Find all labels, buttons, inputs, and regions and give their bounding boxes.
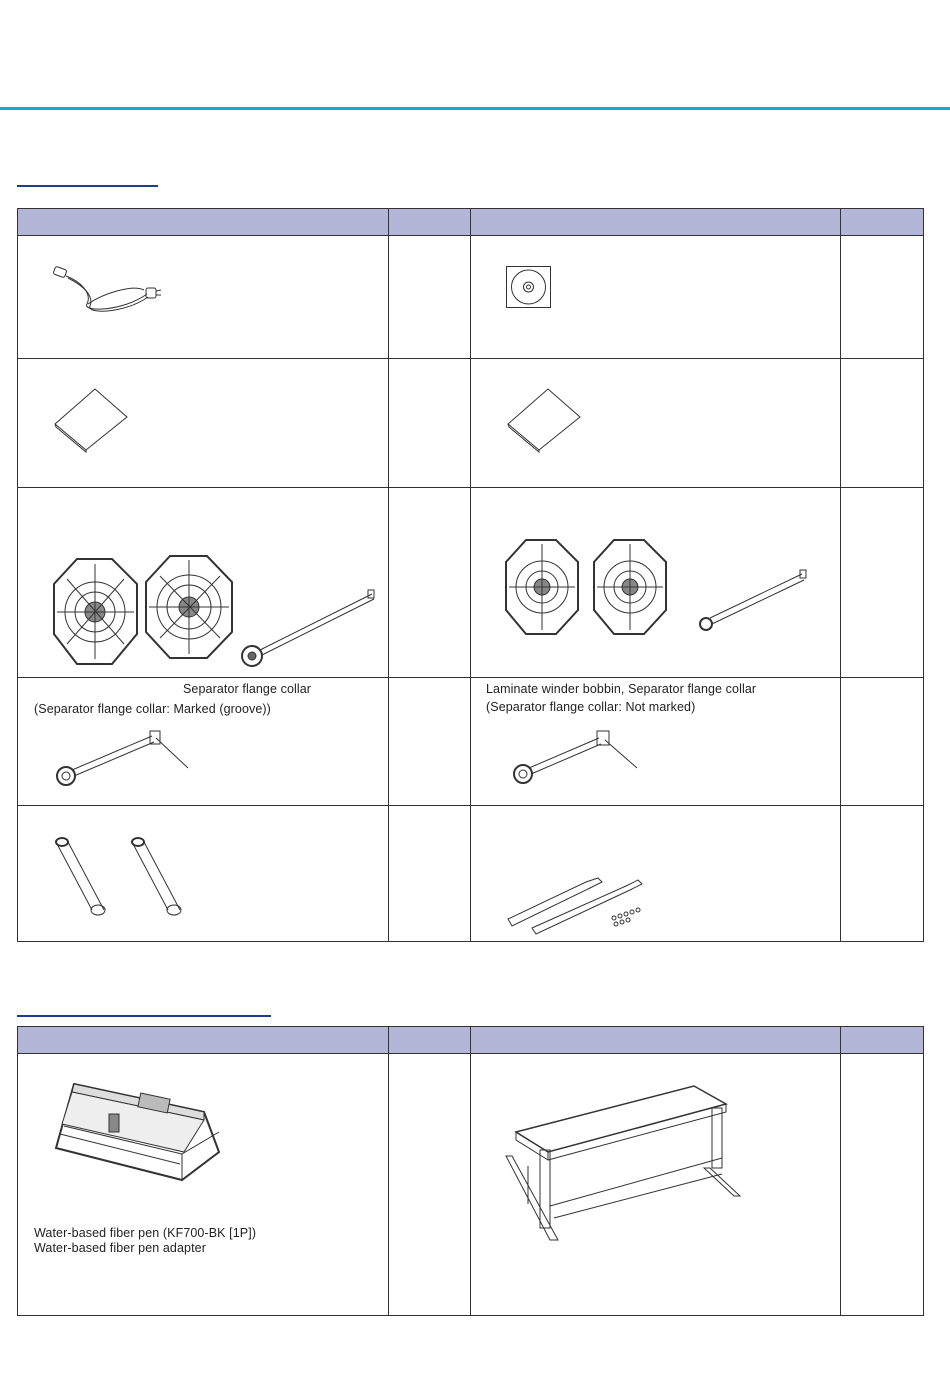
- section-2-underline: [17, 1015, 271, 1017]
- cell-brackets: [471, 806, 841, 942]
- qty-power-cord: [389, 236, 471, 359]
- cell-cutting-plotter: [18, 1054, 389, 1316]
- cell-flange-set-right: [471, 488, 841, 678]
- screws-icon: [612, 908, 640, 926]
- cell-stand: [471, 1054, 841, 1316]
- table-row: [18, 236, 924, 359]
- qty-cd-rom: [841, 236, 924, 359]
- header-qty-right: [841, 209, 924, 236]
- qty-cutting-plotter: [389, 1054, 471, 1316]
- header-item-right: [471, 209, 841, 236]
- qty-stand: [841, 1054, 924, 1316]
- accessories-table-2: [17, 1026, 924, 1316]
- qty-flange-set-left: [389, 488, 471, 678]
- header-item-left: [18, 209, 389, 236]
- flange-1: [506, 540, 578, 634]
- cell-separator-collar-right: [471, 678, 841, 806]
- manual-sheet-icon: [506, 387, 581, 452]
- cell-rollers: [18, 806, 389, 942]
- table-row: [18, 359, 924, 488]
- flange-1: [54, 559, 137, 664]
- cell-separator-collar-left: [18, 678, 389, 806]
- cell-manual-right: [471, 359, 841, 488]
- roller-1: [56, 838, 105, 915]
- header-item-left: [18, 1027, 389, 1054]
- caption-separator-marked: (Separator flange collar: Marked (groove)): [34, 702, 271, 716]
- qty-brackets: [841, 806, 924, 942]
- top-rule: [0, 107, 950, 110]
- shaft: [700, 570, 806, 630]
- table-row: [18, 1054, 924, 1316]
- caption-separator-collar-left: Separator flange collar: [183, 682, 312, 696]
- cutting-plotter-icon: [54, 1082, 224, 1182]
- qty-flange-set-right: [841, 488, 924, 678]
- accessories-table-1: [17, 208, 924, 942]
- cell-flange-set-left: [18, 488, 389, 678]
- caption-winder-bobbin: Laminate winder bobbin, Separator flange collar: [486, 682, 757, 696]
- manual-sheet-icon: [53, 387, 128, 452]
- qty-separator-collar-left: [389, 678, 471, 806]
- qty-rollers: [389, 806, 471, 942]
- header-qty-left: [389, 1027, 471, 1054]
- header-qty-left: [389, 209, 471, 236]
- bracket-screw-set-icon: [506, 874, 661, 934]
- qty-separator-collar-right: [841, 678, 924, 806]
- separator-collar-marked-icon: [52, 728, 192, 788]
- flange-2: [146, 556, 232, 658]
- cell-power-cord: [18, 236, 389, 359]
- header-qty-right: [841, 1027, 924, 1054]
- flange-2: [594, 540, 666, 634]
- cell-manual-left: [18, 359, 389, 488]
- caption-separator-not-marked: (Separator flange collar: Not marked): [486, 700, 696, 714]
- caption-fiber-pen: Water-based fiber pen (KF700-BK [1P]): [34, 1226, 257, 1240]
- table-row: [18, 806, 924, 942]
- header-item-right: [471, 1027, 841, 1054]
- stand-frame-icon: [504, 1084, 749, 1244]
- separator-collar-unmarked-icon: [509, 728, 649, 788]
- roller-pair-icon: [54, 836, 194, 918]
- cell-cd-rom: [471, 236, 841, 359]
- media-flange-set-icon: [504, 538, 809, 636]
- section-1-underline: [17, 185, 158, 187]
- caption-fiber-pen-adapter: Water-based fiber pen adapter: [34, 1241, 206, 1255]
- roller-2: [132, 838, 181, 915]
- table-row: [18, 488, 924, 678]
- table-row: [18, 678, 924, 806]
- table-header-row: [18, 209, 924, 236]
- qty-manual-left: [389, 359, 471, 488]
- shaft: [242, 590, 374, 666]
- cd-rom-icon: [506, 266, 551, 308]
- media-flange-set-icon: [52, 554, 377, 669]
- power-cord-icon: [52, 264, 162, 314]
- table-header-row: [18, 1027, 924, 1054]
- qty-manual-right: [841, 359, 924, 488]
